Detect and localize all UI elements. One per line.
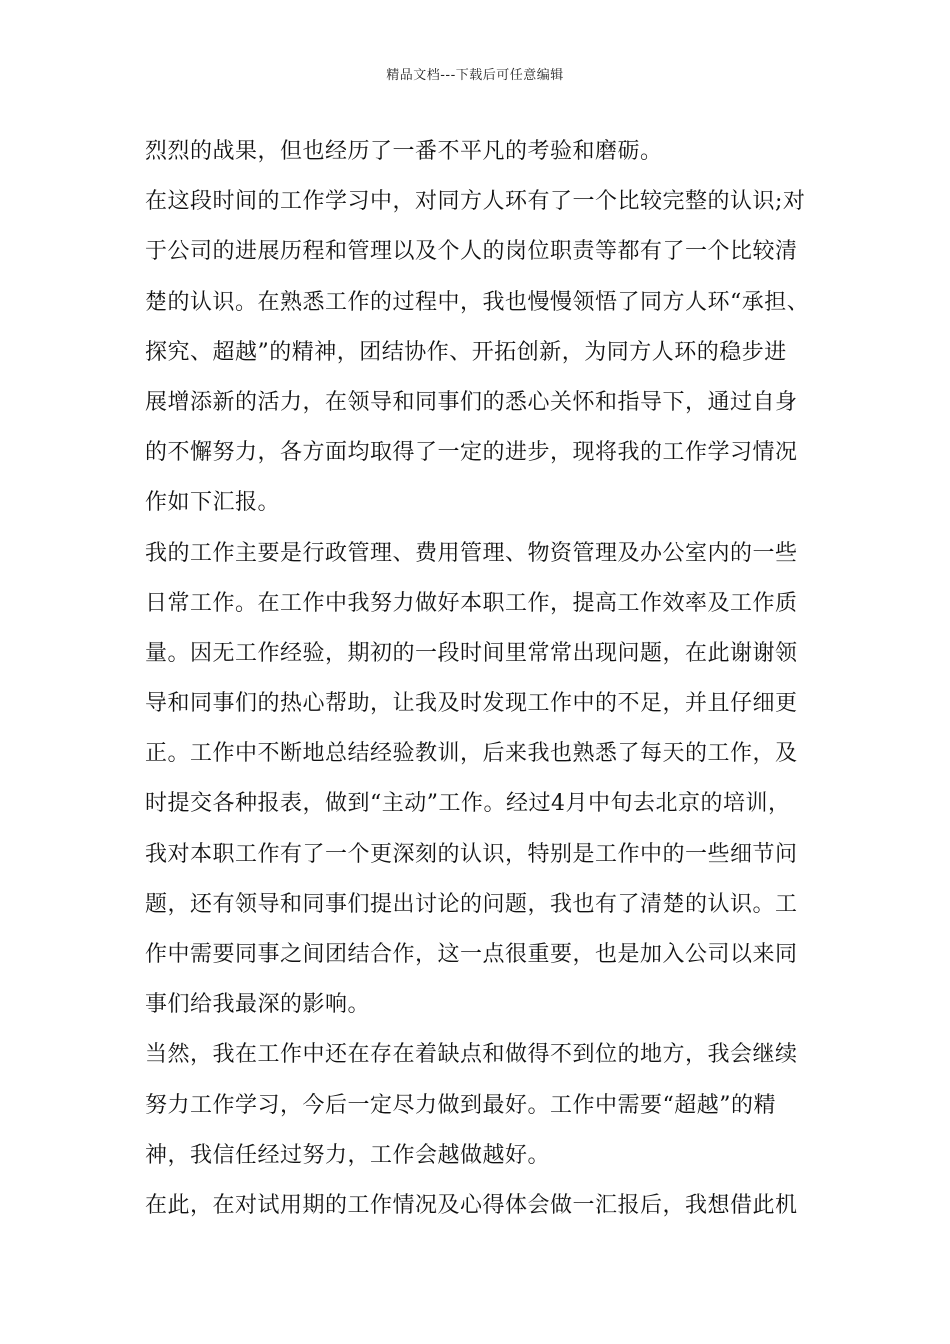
text-line: 作如下汇报。 — [145, 490, 281, 516]
text-line: 努力工作学习，今后一定尽力做到最好。工作中需要“超越”的精 — [145, 1092, 776, 1118]
text-line: 的不懈努力，各方面均取得了一定的进步，现将我的工作学习情况 — [145, 440, 798, 466]
text-line: 展增添新的活力，在领导和同事们的悉心关怀和指导下，通过自身 — [145, 389, 798, 415]
text-line: 量。因无工作经验，期初的一段时间里常常出现问题，在此谢谢领 — [145, 640, 798, 666]
text-line: 于公司的进展历程和管理以及个人的岗位职责等都有了一个比较清 — [145, 239, 798, 265]
text-line: 事们给我最深的影响。 — [145, 992, 371, 1018]
text-line: 在此，在对试用期的工作情况及心得体会做一汇报后，我想借此机 — [145, 1192, 798, 1218]
text-line: 烈烈的战果，但也经历了一番不平凡的考验和磨砺。 — [145, 139, 663, 164]
text-line: 时提交各种报表，做到“主动”工作。经过4月中旬去北京的培训， — [145, 791, 791, 817]
text-line: 正。工作中不断地总结经验教训，后来我也熟悉了每天的工作，及 — [145, 741, 798, 767]
document-body — [145, 127, 825, 1231]
text-line: 题，还有领导和同事们提出讨论的问题，我也有了清楚的认识。工 — [145, 891, 798, 917]
text-line: 神，我信任经过努力，工作会越做越好。 — [145, 1142, 551, 1168]
text-line: 日常工作。在工作中我努力做好本职工作，提高工作效率及工作质 — [145, 590, 798, 616]
text-line: 探究、超越”的精神，团结协作、开拓创新，为同方人环的稳步进 — [145, 339, 787, 365]
text-line: 在这段时间的工作学习中，对同方人环有了一个比较完整的认识;对 — [145, 189, 806, 215]
page-header: 精品文档---下载后可任意编辑 — [386, 68, 564, 83]
text-line: 楚的认识。在熟悉工作的过程中，我也慢慢领悟了同方人环“承担、 — [145, 289, 810, 315]
text-line: 导和同事们的热心帮助，让我及时发现工作中的不足，并且仔细更 — [145, 691, 798, 717]
text-line: 当然，我在工作中还在存在着缺点和做得不到位的地方，我会继续 — [145, 1042, 798, 1068]
text-line: 我的工作主要是行政管理、费用管理、物资管理及办公室内的一些 — [145, 540, 798, 566]
text-line: 作中需要同事之间团结合作，这一点很重要，也是加入公司以来同 — [145, 942, 798, 967]
text-line: 我对本职工作有了一个更深刻的认识，特别是工作中的一些细节问 — [145, 841, 798, 867]
